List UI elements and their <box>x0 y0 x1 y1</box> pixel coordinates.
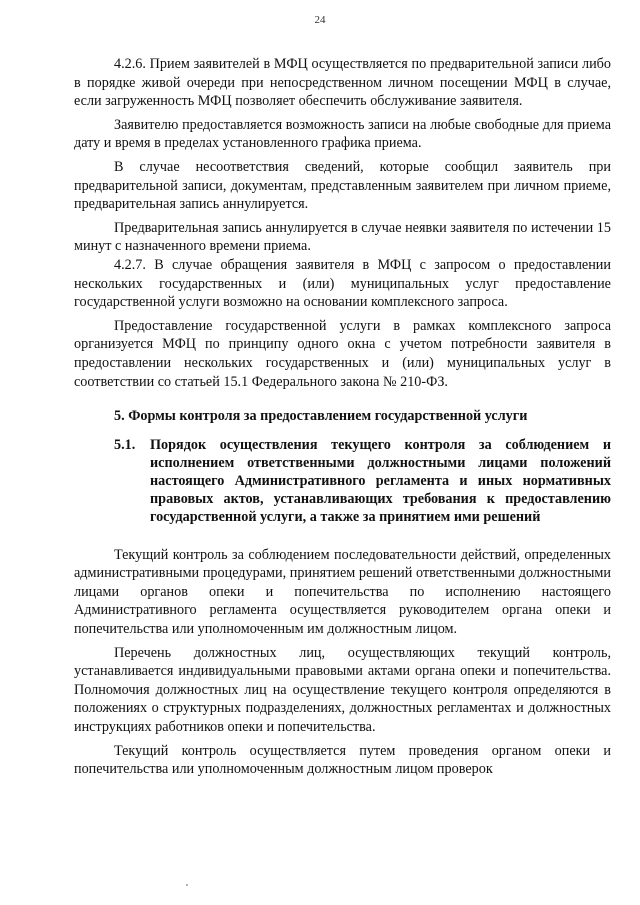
section-heading: 5. Формы контроля за предоставлением государственной услуги <box>114 408 528 425</box>
paragraph: Предварительная запись аннулируется в случае неявки заявителя по истечении 15 минут с назначенного времени приема. <box>74 219 611 255</box>
subsection-title: Порядок осуществления текущего контроля за соблюдением и исполнением ответственными должностными лицами положений настоящего Административного регламента и иных нормативных правовых актов, устанавливающих требования к предоставлению государственной услуги, а также за принятием ими решений <box>150 436 611 525</box>
paragraph: Текущий контроль за соблюдением последовательности действий, определенных административными процедурами, принятием решений ответственными должностными лицами органов опеки и попечительства по исполнению настоящего Административного регламента осуществляется руководителем органа опеки и попечительства или уполномоченным им должностным лицом. <box>74 546 611 638</box>
paragraph: В случае несоответствия сведений, которые сообщил заявитель при предварительной записи, документам, представленным заявителем при личном приеме, предварительная запись аннулируется. <box>74 158 611 213</box>
subsection-heading <box>74 436 611 526</box>
paragraph: Текущий контроль осуществляется путем проведения органом опеки и попечительства или уполномоченным должностным лицом проверок <box>74 742 611 778</box>
page-number: 24 <box>314 14 326 26</box>
subsection-number: 5.1. <box>114 436 136 453</box>
scan-speck <box>186 884 188 886</box>
paragraph: Заявителю предоставляется возможность записи на любые свободные для приема дату и время в пределах установленного графика приема. <box>74 116 611 152</box>
paragraph: Перечень должностных лиц, осуществляющих текущий контроль, устанавливается индивидуальными правовыми актами органа опеки и попечительства. Полномочия должностных лиц на осуществление текущего контроля определяются в положениях о структурных подразделениях, должностных регламентах и должностных инструкциях работников опеки и попечительства. <box>74 644 611 736</box>
paragraph: 4.2.6. Прием заявителей в МФЦ осуществляется по предварительной записи либо в порядке живой очереди при непосредственном личном посещении МФЦ в случае, если загруженность МФЦ позволяет обеспечить обслуживание заявителя. <box>74 56 611 110</box>
paragraph: 4.2.7. В случае обращения заявителя в МФЦ с запросом о предоставлении нескольких государственных и (или) муниципальных услуг предоставление государственной услуги возможно на основании комплексного запроса. <box>74 256 611 311</box>
document-body <box>74 55 611 779</box>
paragraph: Предоставление государственной услуги в рамках комплексного запроса организуется МФЦ по принципу одного окна с учетом потребности заявителя в предоставлении нескольких государственных и (или) муниципальных услуг в соответствии со статьей 15.1 Федерального закона № 210-ФЗ. <box>74 317 611 390</box>
